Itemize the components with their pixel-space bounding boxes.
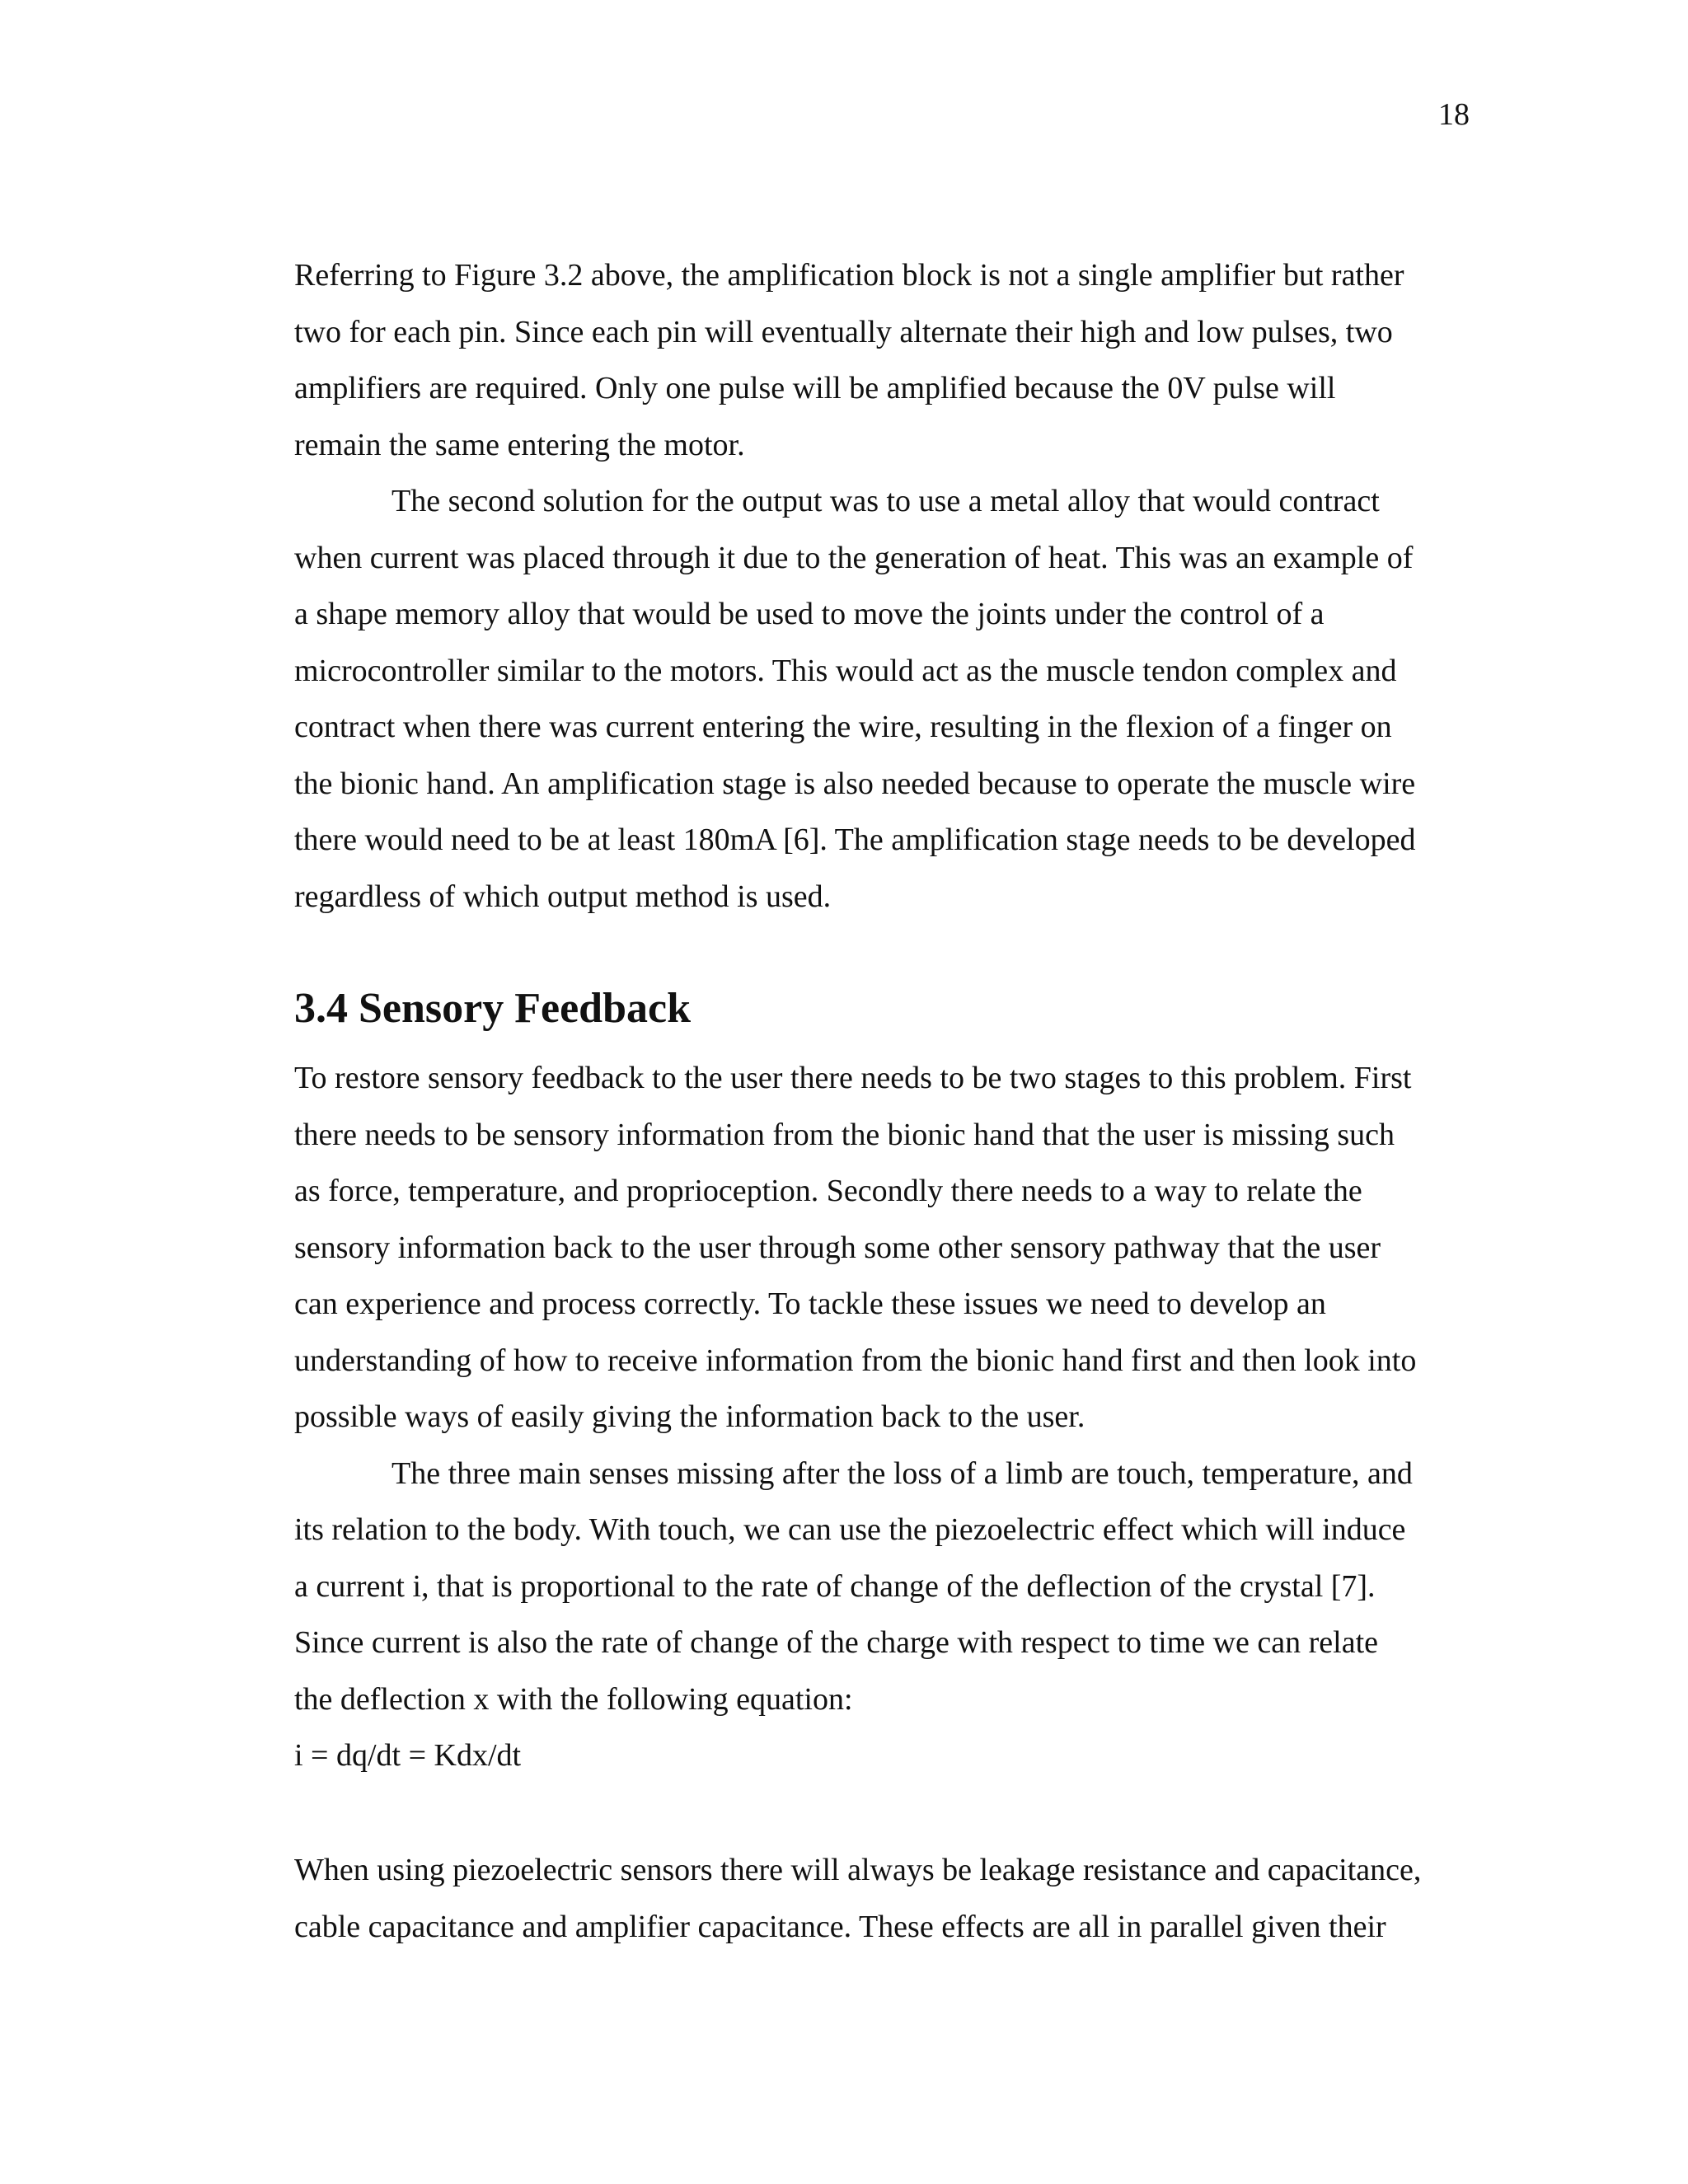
text-line: regardless of which output method is used. bbox=[294, 879, 832, 914]
text-line: there needs to be sensory information from the bionic hand that the user is missing such bbox=[294, 1117, 1395, 1152]
text-line: When using piezoelectric sensors there will always be leakage resistance and capacitance, bbox=[294, 1853, 1422, 1887]
paragraph-piezoelectric-sensors bbox=[294, 1842, 1421, 1955]
text-line: when current was placed through it due to the generation of heat. This was an example of bbox=[294, 540, 1414, 575]
paragraph-sensory-feedback bbox=[294, 1050, 1416, 1784]
text-line: To restore sensory feedback to the user there needs to be two stages to this problem. First bbox=[294, 1061, 1412, 1095]
equation: i = dq/dt = Kdx/dt bbox=[294, 1738, 522, 1773]
text-line: there would need to be at least 180mA [6]. The amplification stage needs to be developed bbox=[294, 823, 1416, 857]
text-line: Referring to Figure 3.2 above, the amplification block is not a single amplifier but rather bbox=[294, 258, 1404, 293]
text-line: its relation to the body. With touch, we can use the piezoelectric effect which will induce bbox=[294, 1512, 1406, 1547]
text-line: a current i, that is proportional to the rate of change of the deflection of the crystal [7]. bbox=[294, 1568, 1376, 1604]
text-line: a shape memory alloy that would be used to move the joints under the control of a bbox=[294, 597, 1325, 631]
text-line: microcontroller similar to the motors. This would act as the muscle tendon complex and bbox=[294, 653, 1397, 688]
text-line: possible ways of easily giving the information back to the user. bbox=[294, 1399, 1085, 1434]
text-line: amplifiers are required. Only one pulse will be amplified because the 0V pulse will bbox=[294, 371, 1336, 405]
text-line: two for each pin. Since each pin will eventually alternate their high and low pulses, two bbox=[294, 314, 1393, 349]
text-line: understanding of how to receive information from the bionic hand first and then look into bbox=[294, 1343, 1417, 1378]
text-line: contract when there was current entering the wire, resulting in the flexion of a finger on bbox=[294, 710, 1392, 744]
text-line: remain the same entering the motor. bbox=[294, 427, 745, 462]
page-number: 18 bbox=[1438, 97, 1470, 132]
text-line: sensory information back to the user through some other sensory pathway that the user bbox=[294, 1230, 1381, 1265]
text-line: as force, temperature, and proprioception. Secondly there needs to a way to relate the bbox=[294, 1174, 1362, 1208]
text-line: Since current is also the rate of change of the charge with respect to time we can relate bbox=[294, 1625, 1379, 1660]
text-line: the deflection x with the following equation: bbox=[294, 1681, 853, 1717]
text-line: the bionic hand. An amplification stage is also needed because to operate the muscle wire bbox=[294, 766, 1416, 801]
section-heading: 3.4 Sensory Feedback bbox=[294, 985, 691, 1032]
text-line: The three main senses missing after the loss of a limb are touch, temperature, and bbox=[392, 1455, 1413, 1491]
text-line: cable capacitance and amplifier capacitance. These effects are all in parallel given their bbox=[294, 1909, 1386, 1944]
text-line: The second solution for the output was to use a metal alloy that would contract bbox=[392, 484, 1380, 518]
text-line: can experience and process correctly. To tackle these issues we need to develop an bbox=[294, 1286, 1326, 1321]
paragraph-amplification bbox=[294, 247, 1416, 925]
